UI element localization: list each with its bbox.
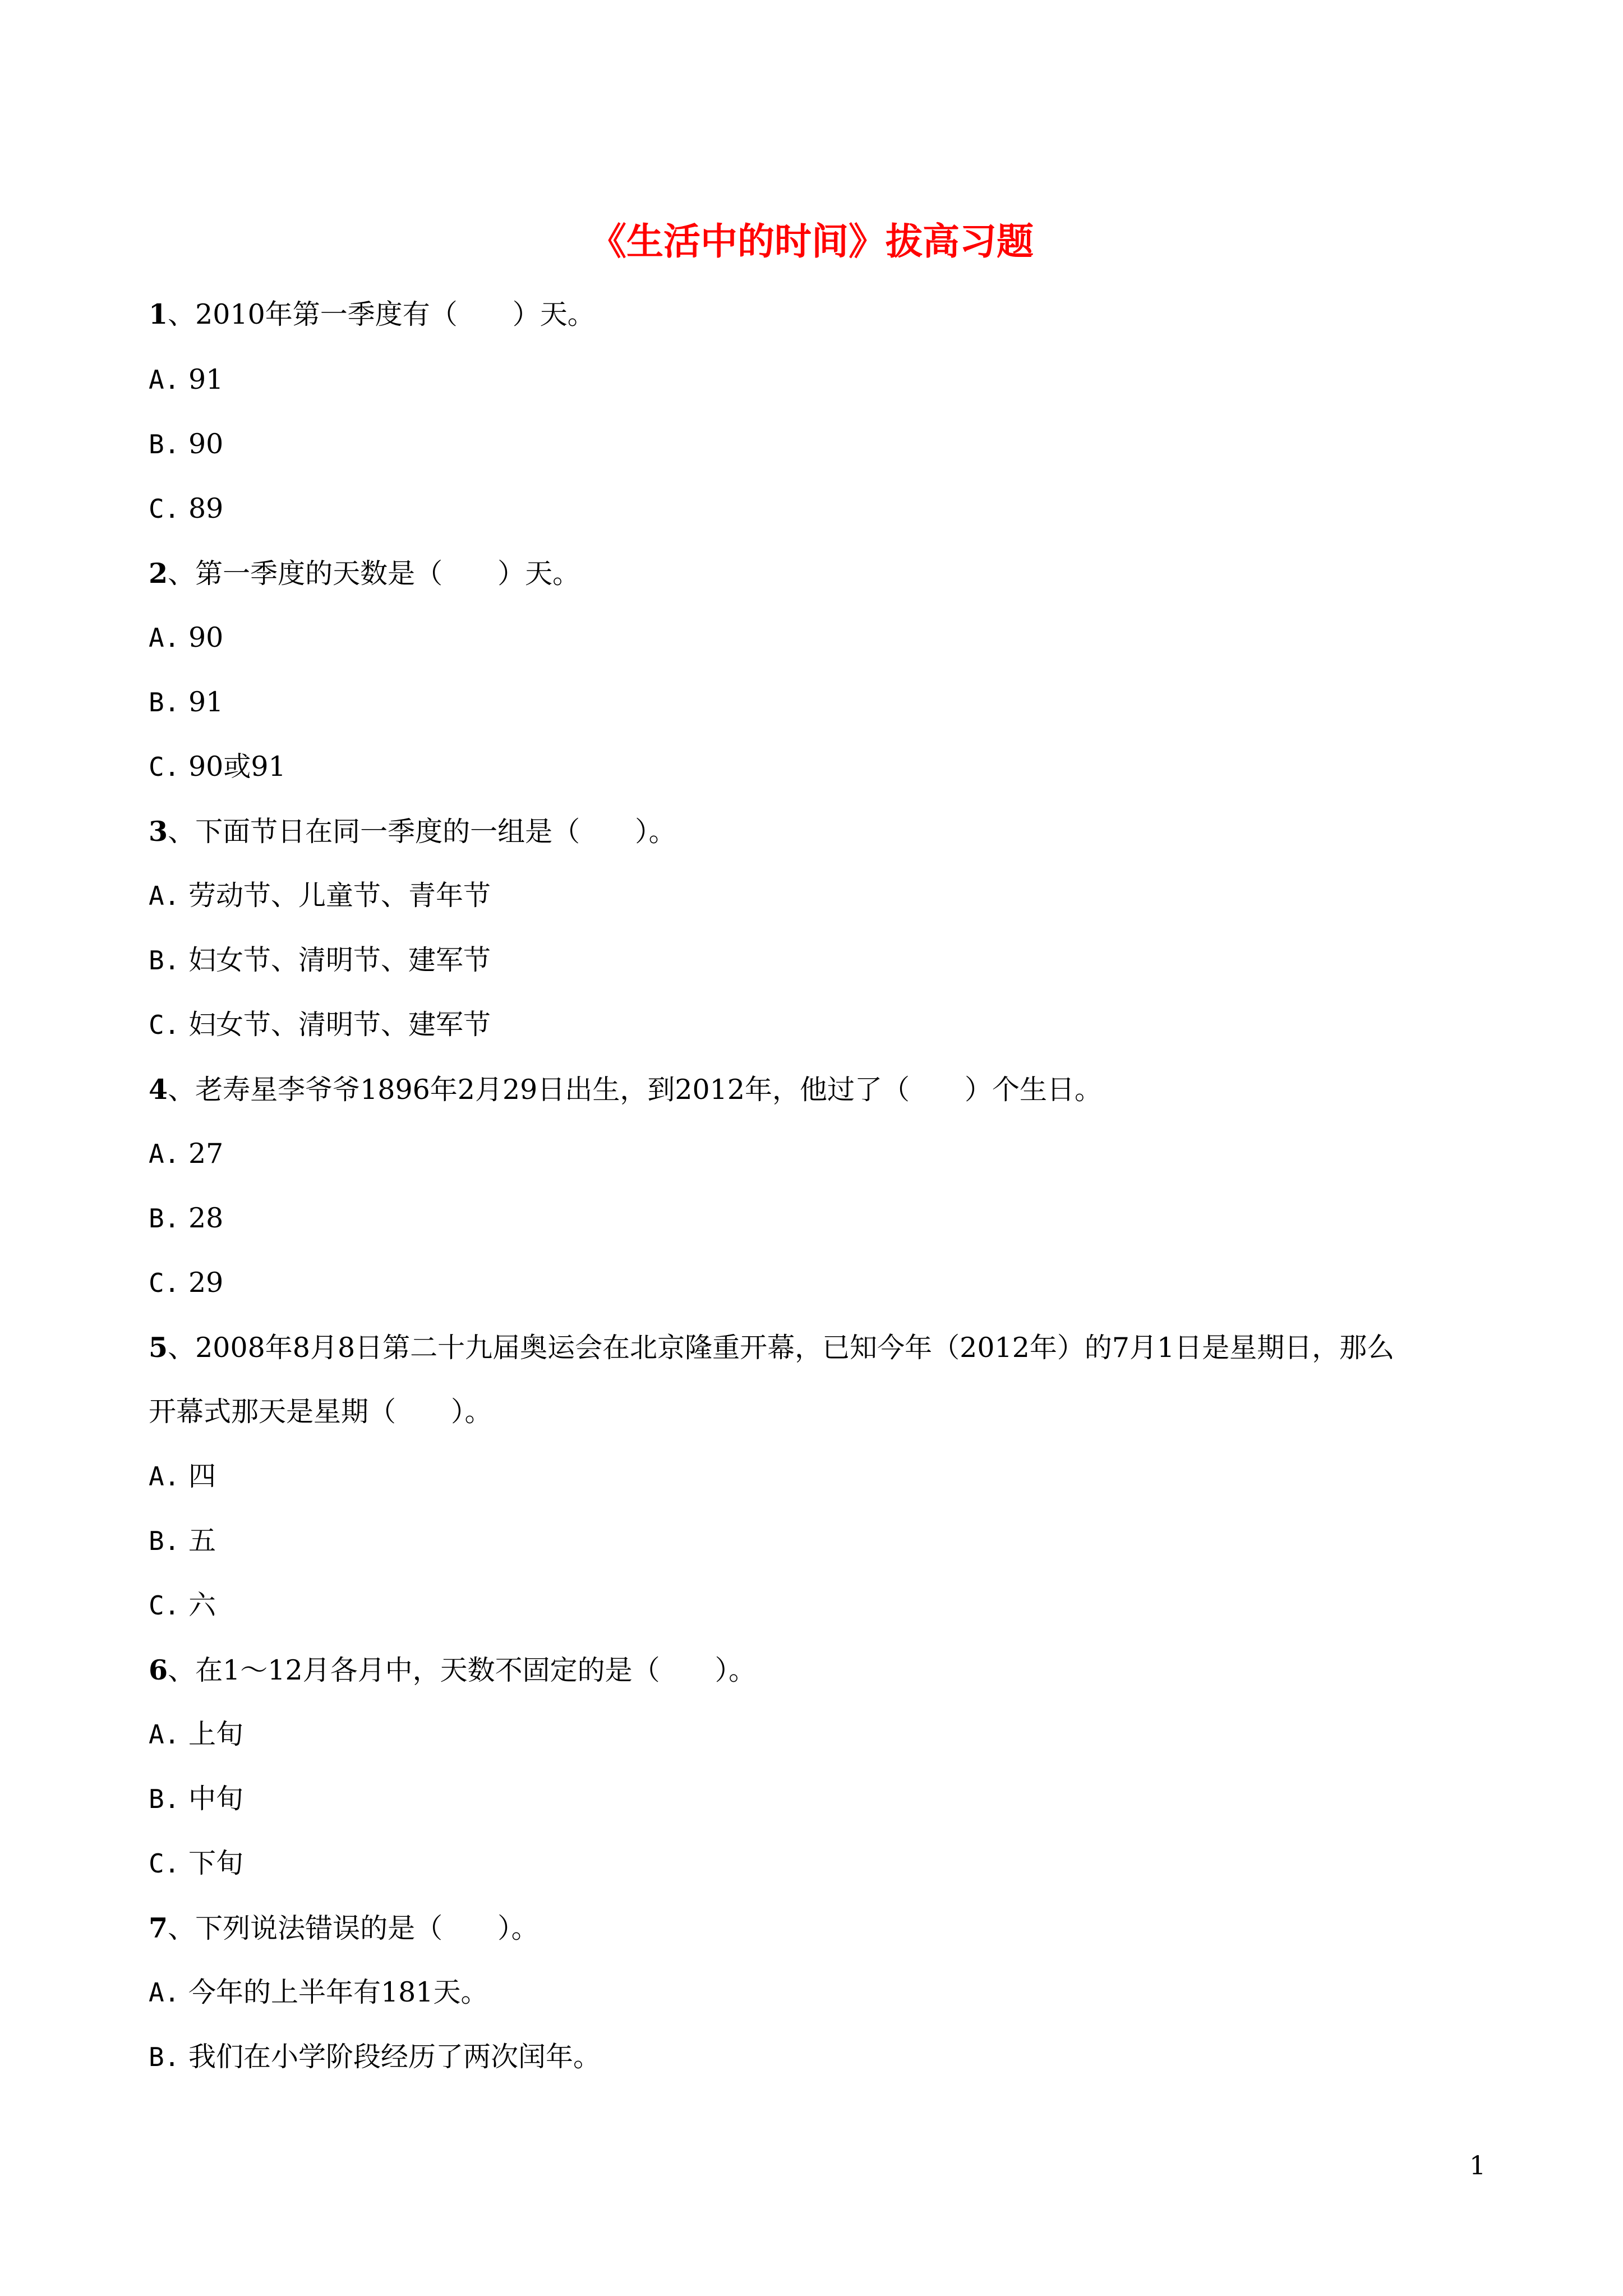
- question-6-option-a: [149, 1715, 243, 1754]
- question-1: [149, 295, 595, 334]
- option-text: 90: [188, 428, 224, 460]
- question-5: [149, 1328, 1394, 1368]
- option-text: 六: [188, 1589, 216, 1621]
- question-4-option-a: [149, 1134, 223, 1174]
- question-number: 1: [149, 298, 168, 330]
- question-5-option-b: [149, 1521, 216, 1561]
- question-6: [149, 1650, 756, 1690]
- question-number: 4: [149, 1073, 168, 1106]
- option-letter: C.: [149, 1590, 180, 1621]
- option-letter: A.: [149, 1719, 180, 1750]
- question-number: 2: [149, 557, 168, 590]
- option-letter: B.: [149, 687, 180, 717]
- question-7-option-a: [149, 1973, 488, 2012]
- question-text: 、2008年8月8日第二十九届奥运会在北京隆重开幕，已知今年（2012年）的7月1日是星期日，那么: [168, 1332, 1395, 1364]
- question-7: [149, 1908, 539, 1948]
- question-4-option-c: [149, 1263, 223, 1303]
- question-number: 7: [149, 1912, 168, 1944]
- option-text: 28: [188, 1202, 224, 1234]
- question-3-option-b: [149, 941, 491, 980]
- option-text: 91: [188, 686, 224, 718]
- option-text: 中旬: [188, 1783, 243, 1815]
- option-text: 下旬: [188, 1847, 243, 1879]
- option-letter: C.: [149, 1848, 180, 1879]
- option-text: 妇女节、清明节、建军节: [188, 1009, 491, 1041]
- question-text: 、老寿星李爷爷1896年2月29日出生，到2012年，他过了（ ）个生日。: [168, 1074, 1103, 1106]
- option-letter: B.: [149, 2042, 180, 2072]
- option-letter: A.: [149, 1139, 180, 1169]
- question-5-option-a: [149, 1457, 216, 1496]
- option-text: 90: [188, 622, 224, 654]
- option-letter: B.: [149, 945, 180, 976]
- question-1-option-b: [149, 425, 223, 464]
- option-letter: C.: [149, 752, 180, 782]
- question-2-option-b: [149, 683, 223, 722]
- option-letter: C.: [149, 1010, 180, 1040]
- option-letter: C.: [149, 494, 180, 524]
- option-text: 妇女节、清明节、建军节: [188, 944, 491, 976]
- page-number: 1: [1469, 2150, 1486, 2180]
- option-letter: B.: [149, 429, 180, 459]
- option-letter: A.: [149, 623, 180, 653]
- question-text: 、第一季度的天数是（ ）天。: [168, 558, 580, 590]
- option-letter: B.: [149, 1526, 180, 1556]
- option-letter: A.: [149, 1977, 180, 2008]
- option-letter: A.: [149, 365, 180, 395]
- option-letter: B.: [149, 1784, 180, 1814]
- option-text: 我们在小学阶段经历了两次闰年。: [188, 2041, 601, 2073]
- option-text: 今年的上半年有181天。: [188, 1976, 488, 2008]
- question-text: 、下面节日在同一季度的一组是（ ）。: [168, 816, 676, 848]
- question-3-option-c: [149, 1005, 491, 1045]
- question-3-option-a: [149, 876, 491, 915]
- question-5-option-c: [149, 1586, 216, 1625]
- question-1-option-c: [149, 489, 223, 528]
- option-text: 90或91: [188, 751, 286, 783]
- question-2: [149, 554, 580, 593]
- question-text: 、在1～12月各月中，天数不固定的是（ ）。: [168, 1654, 757, 1686]
- option-text: 29: [188, 1267, 224, 1299]
- question-number: 5: [149, 1331, 168, 1364]
- question-text: 、2010年第一季度有（ ）天。: [168, 298, 595, 330]
- option-text: 89: [188, 493, 224, 524]
- option-letter: B.: [149, 1203, 180, 1234]
- question-1-option-a: [149, 360, 223, 399]
- page-title: 《生活中的时间》拔高习题: [589, 219, 1034, 263]
- option-letter: A.: [149, 1461, 180, 1492]
- option-text: 91: [188, 364, 224, 395]
- question-text-continued: 开幕式那天是星期（ ）。: [149, 1396, 492, 1428]
- option-letter: A.: [149, 881, 180, 911]
- option-text: 五: [188, 1525, 216, 1557]
- question-number: 3: [149, 815, 168, 848]
- question-5-continuation: [149, 1392, 492, 1432]
- question-text: 、下列说法错误的是（ ）。: [168, 1912, 539, 1944]
- option-text: 上旬: [188, 1718, 243, 1750]
- question-4-option-b: [149, 1199, 223, 1238]
- question-number: 6: [149, 1654, 168, 1686]
- question-7-option-b: [149, 2037, 601, 2077]
- question-3: [149, 812, 676, 852]
- question-2-option-a: [149, 618, 223, 657]
- question-6-option-c: [149, 1844, 243, 1883]
- option-letter: C.: [149, 1268, 180, 1298]
- option-text: 劳动节、儿童节、青年节: [188, 880, 491, 912]
- option-text: 27: [188, 1138, 224, 1170]
- option-text: 四: [188, 1460, 216, 1492]
- question-4: [149, 1070, 1102, 1110]
- question-6-option-b: [149, 1779, 243, 1819]
- question-2-option-c: [149, 747, 286, 786]
